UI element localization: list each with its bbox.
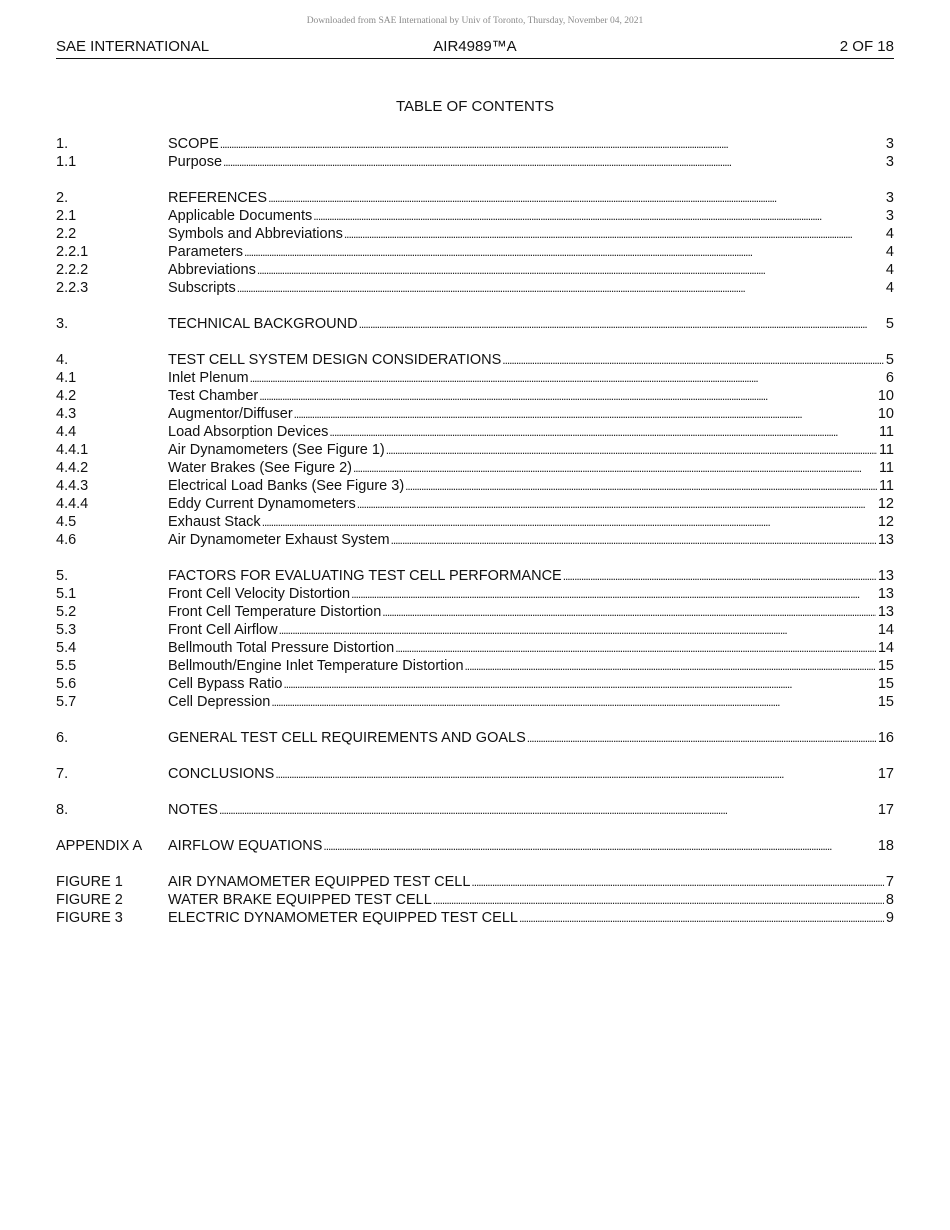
toc-entry-number: 4.4.4 xyxy=(56,496,89,512)
toc-entry-page: 11 xyxy=(878,424,894,440)
toc-spacer xyxy=(56,819,894,837)
toc-entry-title: WATER BRAKE EQUIPPED TEST CELL xyxy=(168,892,432,908)
toc-entry-number: 2.2.3 xyxy=(56,280,89,296)
toc-entry-title: Cell Bypass Ratio xyxy=(168,676,283,692)
toc-entry[interactable] xyxy=(56,351,894,369)
toc-dot-leader xyxy=(250,371,884,385)
toc-entry[interactable] xyxy=(56,657,894,675)
toc-entry-title: Abbreviations xyxy=(168,262,256,278)
toc-entry-title: Eddy Current Dynamometers xyxy=(168,496,356,512)
toc-entry-title: Air Dynamometers (See Figure 1) xyxy=(168,442,385,458)
toc-entry-page: 4 xyxy=(885,244,894,260)
toc-entry-page: 4 xyxy=(885,280,894,296)
toc-entry-page: 18 xyxy=(877,838,894,854)
toc-entry-title: Bellmouth Total Pressure Distortion xyxy=(168,640,395,656)
toc-entry-number: 4.3 xyxy=(56,406,77,422)
toc-entry-title: Bellmouth/Engine Inlet Temperature Distortion xyxy=(168,658,464,674)
toc-dot-leader xyxy=(519,911,884,925)
toc-dot-leader xyxy=(244,245,884,259)
toc-entry[interactable] xyxy=(56,279,894,297)
toc-entry-title: Parameters xyxy=(168,244,243,260)
toc-dot-leader xyxy=(405,479,877,493)
toc-entry-title: FACTORS FOR EVALUATING TEST CELL PERFORMANCE xyxy=(168,568,562,584)
toc-entry-page: 14 xyxy=(877,622,894,638)
toc-entry-number: 5.2 xyxy=(56,604,77,620)
toc-entry-number: 7. xyxy=(56,766,69,782)
toc-entry-title: REFERENCES xyxy=(168,190,268,206)
toc-spacer xyxy=(56,297,894,315)
toc-dot-leader xyxy=(353,461,877,475)
toc-dot-leader xyxy=(259,389,876,403)
toc-entry-title: Exhaust Stack xyxy=(168,514,261,530)
toc-entry[interactable] xyxy=(56,873,894,891)
toc-dot-leader xyxy=(313,209,884,223)
toc-entry-number: 4.4.2 xyxy=(56,460,89,476)
toc-entry-number: 2.2 xyxy=(56,226,77,242)
toc-dot-leader xyxy=(382,605,876,619)
toc-dot-leader xyxy=(271,695,876,709)
toc-entry-title: Front Cell Temperature Distortion xyxy=(168,604,382,620)
toc-entry-number: 5.7 xyxy=(56,694,77,710)
toc-dot-leader xyxy=(237,281,884,295)
toc-entry-page: 4 xyxy=(885,226,894,242)
toc-dot-leader xyxy=(391,533,876,547)
toc-dot-leader xyxy=(220,137,884,151)
toc-spacer xyxy=(56,855,894,873)
toc-entry[interactable] xyxy=(56,495,894,513)
toc-entry[interactable] xyxy=(56,729,894,747)
toc-entry-page: 12 xyxy=(877,496,894,512)
toc-entry[interactable] xyxy=(56,369,894,387)
toc-dot-leader xyxy=(323,839,875,853)
toc-entry[interactable] xyxy=(56,621,894,639)
toc-entry-page: 10 xyxy=(877,406,894,422)
toc-entry-page: 17 xyxy=(877,802,894,818)
toc-entry-number: 3. xyxy=(56,316,69,332)
toc-entry[interactable] xyxy=(56,675,894,693)
toc-dot-leader xyxy=(465,659,876,673)
toc-entry[interactable] xyxy=(56,909,894,927)
toc-entry-title: AIRFLOW EQUATIONS xyxy=(168,838,323,854)
toc-entry-title: Electrical Load Banks (See Figure 3) xyxy=(168,478,405,494)
toc-entry[interactable] xyxy=(56,513,894,531)
toc-entry-title: Front Cell Velocity Distortion xyxy=(168,586,351,602)
toc-entry[interactable] xyxy=(56,837,894,855)
toc-spacer xyxy=(56,549,894,567)
toc-entry-page: 6 xyxy=(885,370,894,386)
toc-entry-page: 5 xyxy=(885,316,894,332)
toc-dot-leader xyxy=(294,407,876,421)
header-page-number: 2 OF 18 xyxy=(839,38,894,55)
toc-entry-number: 6. xyxy=(56,730,69,746)
toc-entry-title: NOTES xyxy=(168,802,218,818)
toc-entry[interactable] xyxy=(56,207,894,225)
toc-entry-number: 5.4 xyxy=(56,640,77,656)
toc-entry-title: Front Cell Airflow xyxy=(168,622,278,638)
toc-entry-title: SCOPE xyxy=(168,136,219,152)
toc-entry[interactable] xyxy=(56,891,894,909)
toc-entry-page: 11 xyxy=(878,478,894,494)
toc-dot-leader xyxy=(219,803,876,817)
toc-entry[interactable] xyxy=(56,135,894,153)
toc-entry-page: 13 xyxy=(877,604,894,620)
toc-entry-number: 4.6 xyxy=(56,532,77,548)
toc-entry-page: 7 xyxy=(885,874,894,890)
header-doc-id: AIR4989™A xyxy=(433,38,517,55)
toc-entry-title: Purpose xyxy=(168,154,223,170)
page-header xyxy=(56,38,894,59)
toc-spacer xyxy=(56,171,894,189)
toc-dot-leader xyxy=(563,569,876,583)
toc-entry-title: Applicable Documents xyxy=(168,208,313,224)
toc-dot-leader xyxy=(433,893,884,907)
toc-entry-title: Augmentor/Diffuser xyxy=(168,406,293,422)
toc-entry[interactable] xyxy=(56,405,894,423)
toc-entry-page: 17 xyxy=(877,766,894,782)
toc-dot-leader xyxy=(279,623,876,637)
toc-entry[interactable] xyxy=(56,603,894,621)
toc-spacer xyxy=(56,711,894,729)
toc-entry-title: Symbols and Abbreviations xyxy=(168,226,343,242)
toc-entry-number: 2.2.1 xyxy=(56,244,89,260)
toc-entry-title: CONCLUSIONS xyxy=(168,766,275,782)
toc-entry[interactable] xyxy=(56,441,894,459)
toc-entry-title: Cell Depression xyxy=(168,694,271,710)
toc-entry[interactable] xyxy=(56,153,894,171)
toc-dot-leader xyxy=(283,677,875,691)
toc-dot-leader xyxy=(257,263,884,277)
toc-entry[interactable] xyxy=(56,387,894,405)
toc-entry-title: Test Chamber xyxy=(168,388,259,404)
toc-entry-page: 4 xyxy=(885,262,894,278)
toc-entry[interactable] xyxy=(56,459,894,477)
toc-entry-number: 5. xyxy=(56,568,69,584)
toc-entry-number: 4.1 xyxy=(56,370,77,386)
toc-entry[interactable] xyxy=(56,531,894,549)
toc-dot-leader xyxy=(268,191,884,205)
toc-entry-page: 15 xyxy=(877,694,894,710)
table-of-contents xyxy=(56,135,894,927)
toc-entry-page: 10 xyxy=(877,388,894,404)
toc-entry-title: TEST CELL SYSTEM DESIGN CONSIDERATIONS xyxy=(168,352,502,368)
toc-entry-number: APPENDIX A xyxy=(56,838,143,854)
toc-entry-title: Water Brakes (See Figure 2) xyxy=(168,460,352,476)
toc-entry-number: 4.4.3 xyxy=(56,478,89,494)
toc-entry-number: 1. xyxy=(56,136,69,152)
toc-entry[interactable] xyxy=(56,261,894,279)
toc-entry-page: 11 xyxy=(878,460,894,476)
toc-entry-number: 5.5 xyxy=(56,658,77,674)
toc-entry-page: 8 xyxy=(885,892,894,908)
toc-dot-leader xyxy=(395,641,876,655)
toc-entry-page: 3 xyxy=(885,154,894,170)
toc-dot-leader xyxy=(223,155,884,169)
toc-dot-leader xyxy=(386,443,877,457)
toc-entry-number: 4.5 xyxy=(56,514,77,530)
toc-entry-number: 5.6 xyxy=(56,676,77,692)
toc-entry-page: 5 xyxy=(885,352,894,368)
toc-entry[interactable] xyxy=(56,189,894,207)
toc-entry-page: 3 xyxy=(885,190,894,206)
toc-entry-page: 15 xyxy=(877,658,894,674)
toc-entry-title: TECHNICAL BACKGROUND xyxy=(168,316,358,332)
toc-entry-number: 1.1 xyxy=(56,154,77,170)
toc-entry-title: AIR DYNAMOMETER EQUIPPED TEST CELL xyxy=(168,874,471,890)
toc-entry-title: Subscripts xyxy=(168,280,236,296)
toc-entry-number: FIGURE 1 xyxy=(56,874,123,890)
toc-dot-leader xyxy=(357,497,876,511)
toc-spacer xyxy=(56,333,894,351)
toc-entry-page: 16 xyxy=(877,730,894,746)
toc-entry-number: FIGURE 2 xyxy=(56,892,123,908)
toc-entry-title: ELECTRIC DYNAMOMETER EQUIPPED TEST CELL xyxy=(168,910,518,926)
toc-dot-leader xyxy=(344,227,884,241)
toc-entry-page: 14 xyxy=(877,640,894,656)
toc-entry-number: 4.2 xyxy=(56,388,77,404)
toc-entry-number: 4. xyxy=(56,352,69,368)
toc-entry-page: 11 xyxy=(878,442,894,458)
toc-entry-page: 13 xyxy=(877,586,894,602)
toc-dot-leader xyxy=(359,317,884,331)
toc-entry-number: 2.1 xyxy=(56,208,77,224)
toc-dot-leader xyxy=(275,767,876,781)
toc-entry[interactable] xyxy=(56,639,894,657)
toc-entry[interactable] xyxy=(56,423,894,441)
toc-entry-number: FIGURE 3 xyxy=(56,910,123,926)
toc-dot-leader xyxy=(502,353,884,367)
toc-entry[interactable] xyxy=(56,225,894,243)
toc-dot-leader xyxy=(329,425,877,439)
toc-entry-page: 3 xyxy=(885,136,894,152)
header-org: SAE INTERNATIONAL xyxy=(56,38,210,55)
toc-entry[interactable] xyxy=(56,765,894,783)
toc-entry-title: Air Dynamometer Exhaust System xyxy=(168,532,390,548)
toc-entry[interactable] xyxy=(56,801,894,819)
toc-entry-page: 13 xyxy=(877,532,894,548)
toc-entry[interactable] xyxy=(56,243,894,261)
toc-entry-page: 12 xyxy=(877,514,894,530)
toc-entry-number: 4.4.1 xyxy=(56,442,89,458)
toc-entry-number: 2. xyxy=(56,190,69,206)
toc-entry-title: Load Absorption Devices xyxy=(168,424,329,440)
toc-entry[interactable] xyxy=(56,477,894,495)
toc-entry-number: 8. xyxy=(56,802,69,818)
toc-entry-page: 9 xyxy=(885,910,894,926)
download-note: Downloaded from SAE International by Univ of Toronto, Thursday, November 04, 2021 xyxy=(306,16,644,26)
toc-spacer xyxy=(56,783,894,801)
toc-dot-leader xyxy=(262,515,876,529)
toc-entry-number: 5.1 xyxy=(56,586,77,602)
toc-entry[interactable] xyxy=(56,567,894,585)
toc-entry-title: GENERAL TEST CELL REQUIREMENTS AND GOALS xyxy=(168,730,526,746)
toc-dot-leader xyxy=(527,731,876,745)
toc-entry[interactable] xyxy=(56,693,894,711)
toc-entry-number: 5.3 xyxy=(56,622,77,638)
toc-dot-leader xyxy=(351,587,876,601)
toc-entry-page: 3 xyxy=(885,208,894,224)
toc-entry-title: Inlet Plenum xyxy=(168,370,249,386)
toc-entry[interactable] xyxy=(56,585,894,603)
toc-entry-number: 2.2.2 xyxy=(56,262,89,278)
toc-entry-page: 13 xyxy=(877,568,894,584)
toc-spacer xyxy=(56,747,894,765)
toc-entry-number: 4.4 xyxy=(56,424,77,440)
toc-entry-page: 15 xyxy=(877,676,894,692)
toc-title: TABLE OF CONTENTS xyxy=(395,98,555,115)
toc-entry[interactable] xyxy=(56,315,894,333)
toc-dot-leader xyxy=(471,875,884,889)
